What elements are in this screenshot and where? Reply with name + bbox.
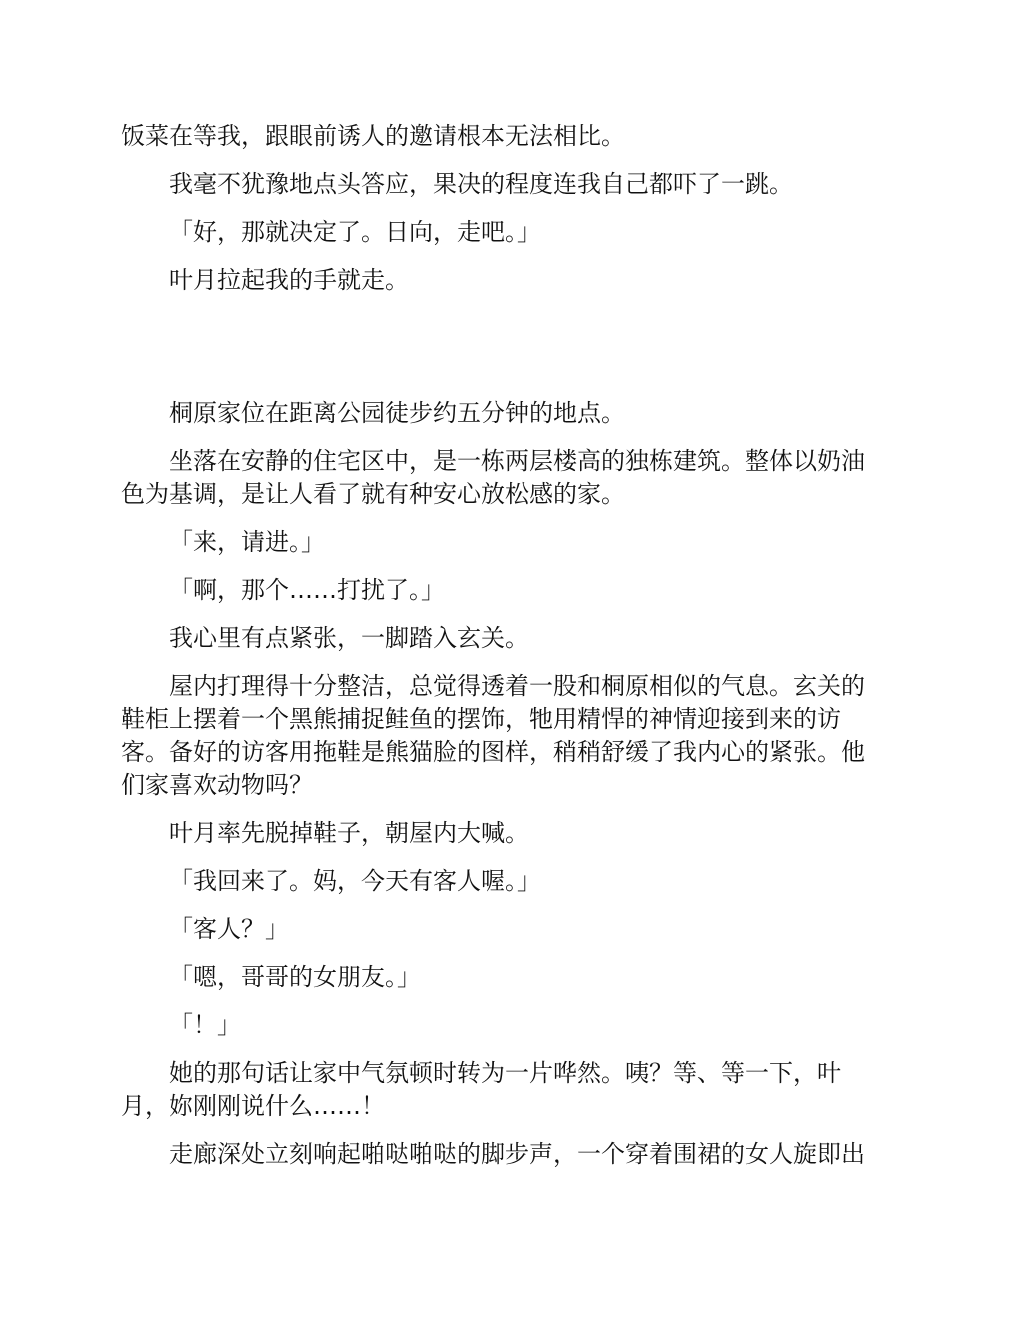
- section-break: [121, 312, 899, 397]
- dialogue-line-6: 「嗯，哥哥的女朋友。」: [169, 963, 421, 991]
- paragraph-9: 她的那句话让家中气氛顿时转为一片哗然。咦？等、等一下，叶 月，妳刚刚说什么……！: [121, 1059, 841, 1120]
- paragraph-6: 我心里有点紧张，一脚踏入玄关。: [169, 624, 529, 652]
- paragraph-8: 叶月率先脱掉鞋子，朝屋内大喊。: [169, 819, 529, 847]
- paragraph-5: 坐落在安静的住宅区中，是一栋两层楼高的独栋建筑。整体以奶油 色为基调，是让人看了就有种安心放松感的家。: [121, 447, 865, 508]
- dialogue-line-5: 「客人？」: [169, 915, 289, 943]
- paragraph-3: 叶月拉起我的手就走。: [169, 266, 409, 294]
- dialogue-line-3: 「啊，那个……打扰了。」: [169, 576, 445, 604]
- paragraph-2: 我毫不犹豫地点头答应，果决的程度连我自己都吓了一跳。: [169, 170, 793, 198]
- dialogue-line-2: 「来，请进。」: [169, 528, 325, 556]
- dialogue-line-7: 「！」: [169, 1011, 241, 1039]
- document-page: [121, 120, 899, 1186]
- dialogue-line-1: 「好，那就决定了。日向，走吧。」: [169, 218, 541, 246]
- dialogue-line-4: 「我回来了。妈，今天有客人喔。」: [169, 867, 541, 895]
- paragraph-7: 屋内打理得十分整洁，总觉得透着一股和桐原相似的气息。玄关的 鞋柜上摆着一个黑熊捕捉鲑鱼的摆饰，牠用精悍的神情迎接到来的访 客。备好的访客用拖鞋是熊猫脸的图样，稍稍舒缓了我内心的紧张。他 们家喜欢动物吗？: [121, 672, 865, 799]
- paragraph-4: 桐原家位在距离公园徒步约五分钟的地点。: [169, 399, 625, 427]
- paragraph-1: 饭菜在等我，跟眼前诱人的邀请根本无法相比。: [121, 122, 625, 150]
- paragraph-10: 走廊深处立刻响起啪哒啪哒的脚步声，一个穿着围裙的女人旋即出: [169, 1140, 865, 1168]
